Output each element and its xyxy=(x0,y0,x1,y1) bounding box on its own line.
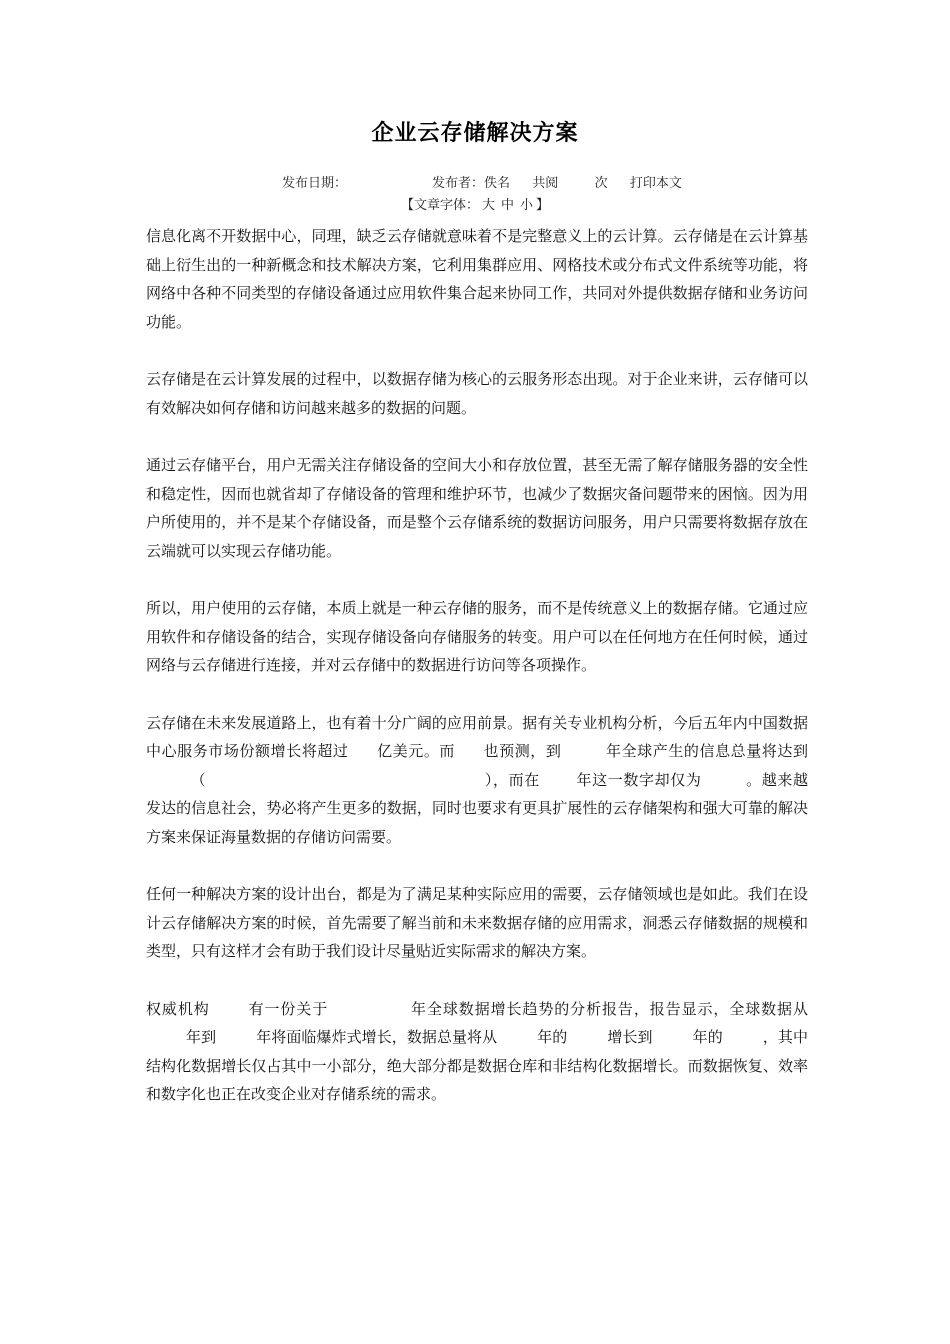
paragraph-6: 任何一种解决方案的设计出台，都是为了满足某种实际应用的需要，云存储领域也是如此。我们在设计云存储解决方案的时候，首先需要了解当前和未来数据存储的应用需求，洞悉云存储数据的规模和类型，只有这样才会有助于我们设计尽量贴近实际需求的解决方案。 xyxy=(146,885,808,960)
paragraph-4: 所以，用户使用的云存储，本质上就是一种云存储的服务，而不是传统意义上的数据存储。它通过应用软件和存储设备的结合，实现存储设备向存储服务的转变。用户可以在任何地方在任何时候，通过网络与云存储进行连接，并对云存储中的数据进行访问等各项操作。 xyxy=(146,599,808,674)
article-title: 企业云存储解决方案 xyxy=(371,121,579,146)
paragraph-3: 通过云存储平台，用户无需关注存储设备的空间大小和存放位置，甚至无需了解存储服务器的安全性和稳定性，因而也就省却了存储设备的管理和维护环节，也减少了数据灾备问题带来的困恼。因为用户所使用的，并不是某个存储设备，而是整个云存储系统的数据访问服务，用户只需要将数据存放在云端就可以实现云存储功能。 xyxy=(146,456,808,560)
paragraph-1: 信息化离不开数据中心，同理，缺乏云存储就意味着不是完整意义上的云计算。云存储是在云计算基础上衍生出的一种新概念和技术解决方案，它利用集群应用、网格技术或分布式文件系统等功能，将网络中各种不同类型的存储设备通过应用软件集合起来协同工作，共同对外提供数据存储和业务访问功能。 xyxy=(146,227,808,331)
author: 发布者：佚名 xyxy=(432,176,511,191)
paragraph-7: 权威机构 有一份关于 年全球数据增长趋势的分析报告，报告显示，全球数据从年到 年将面临爆炸式增长，数据总量将从 年的 增长到 年的 ，其中结构化数据增长仅占其中一小部分，绝大部分都是数据仓库和非结构化数据增长。而数据恢复、效率和数字化也正在改变企业对存储系统的需求。 xyxy=(146,999,808,1103)
paragraph-5: 云存储在未来发展道路上，也有着十分广阔的应用前景。据有关专业机构分析，今后五年内中国数据中心服务市场份额增长将超过 亿美元。而 也预测，到 年全球产生的信息总量将达到（ ），而在 年这一数字却仅为 。越来越发达的信息社会，势必将产生更多的数据，同时也要求有更具扩展性的云存储架构和强大可靠的解决方案来保证海量数据的存储访问需要。 xyxy=(146,713,808,846)
publish-date: 发布日期： xyxy=(282,176,348,191)
view-count-prefix: 共阅 xyxy=(532,176,559,191)
paragraph-2: 云存储是在云计算发展的过程中，以数据存储为核心的云服务形态出现。对于企业来讲，云存储可以有效解决如何存储和访问越来越多的数据的问题。 xyxy=(146,370,808,417)
font-size-small[interactable]: 小 xyxy=(520,198,534,213)
view-count-suffix: 次 xyxy=(594,176,608,191)
publish-info xyxy=(432,172,682,191)
print-article-link[interactable]: 打印本文 xyxy=(629,176,682,191)
font-size-medium[interactable]: 中 xyxy=(500,198,514,213)
font-size-selector: 【文章字体： 大 中 小 】 xyxy=(0,194,950,213)
font-size-large[interactable]: 大 xyxy=(481,198,495,213)
article-body xyxy=(146,222,808,1138)
